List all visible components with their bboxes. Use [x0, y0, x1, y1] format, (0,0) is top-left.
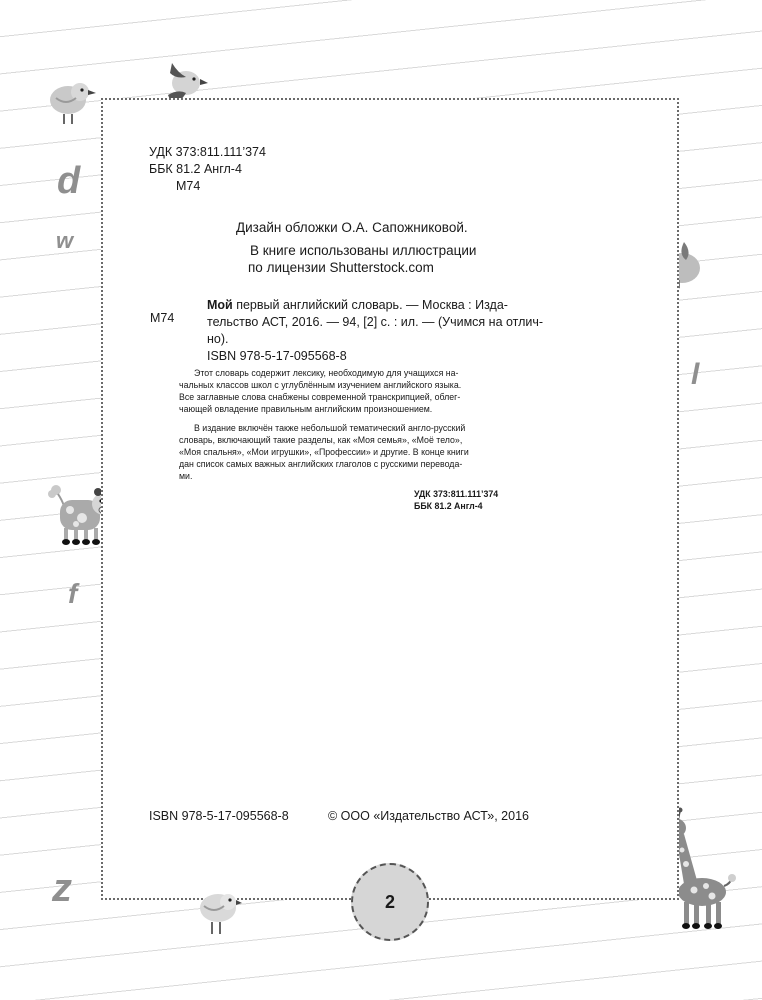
bird-illustration-top-left	[46, 78, 98, 126]
bird-illustration-bottom	[194, 888, 244, 936]
illustrations-credit-line2: по лицензии Shutterstock.com	[248, 260, 434, 275]
illustrations-credit-line1: В книге использованы иллюстрации	[250, 243, 477, 258]
letter-d: d	[57, 160, 81, 202]
bibliographic-line-1	[207, 296, 508, 314]
annotation-line-9: ми.	[179, 471, 193, 481]
annotation-line-4: чающей овладение правильным английским произношением.	[179, 404, 433, 414]
annotation-line-8: дан список самых важных английских глаголов с русскими переводa-	[179, 459, 463, 469]
annotation-line-1: Этот словарь содержит лексику, необходимую для учащихся на-	[194, 368, 459, 378]
bibliographic-line-3: но).	[207, 332, 229, 346]
letter-w: w	[56, 228, 74, 253]
cover-design-credit: Дизайн обложки О.А. Сапожниковой.	[236, 220, 468, 235]
author-mark: М74	[176, 179, 201, 193]
bibliographic-line-1-rest: первый английский словарь. — Москва : Издa-	[232, 298, 508, 312]
book-title-bold: Мой	[207, 298, 233, 312]
annotation-line-3: Все заглавные слова снабжены современной транскрипцией, облег-	[179, 392, 461, 402]
footer-isbn: ISBN 978-5-17-095568-8	[149, 809, 289, 823]
bibliographic-line-2: тельство АСТ, 2016. — 94, [2] с. : ил. — (Учимся на отлич-	[207, 315, 544, 329]
annotation-bbk: ББК 81.2 Англ-4	[414, 501, 483, 511]
page-number: 2	[384, 891, 395, 912]
annotation-line-6: словарь, включающий такие разделы, как «Моя семья», «Моё тело»,	[179, 435, 463, 445]
annotation-udk: УДК 373:811.111’374	[414, 489, 499, 499]
side-author-mark: М74	[150, 311, 175, 325]
annotation-line-5: В издание включён также небольшой тематический англо-русский	[194, 423, 466, 433]
letter-f: f	[68, 578, 78, 609]
annotation-line-7: «Моя спальня», «Мои игрушки», «Профессии» и другие. В конце книги	[179, 447, 469, 457]
udk-code: УДК 373:811.111’374	[149, 145, 266, 159]
annotation-line-2: чальных классов школ с углублённым изучением английского языка.	[179, 380, 462, 390]
letter-z: z	[52, 866, 72, 910]
footer-copyright: © ООО «Издательство АСТ», 2016	[328, 809, 529, 823]
bbk-code: ББК 81.2 Англ-4	[149, 162, 242, 176]
page-number-badge	[351, 863, 429, 941]
letter-l: l	[691, 358, 700, 391]
isbn-record: ISBN 978-5-17-095568-8	[207, 349, 347, 363]
